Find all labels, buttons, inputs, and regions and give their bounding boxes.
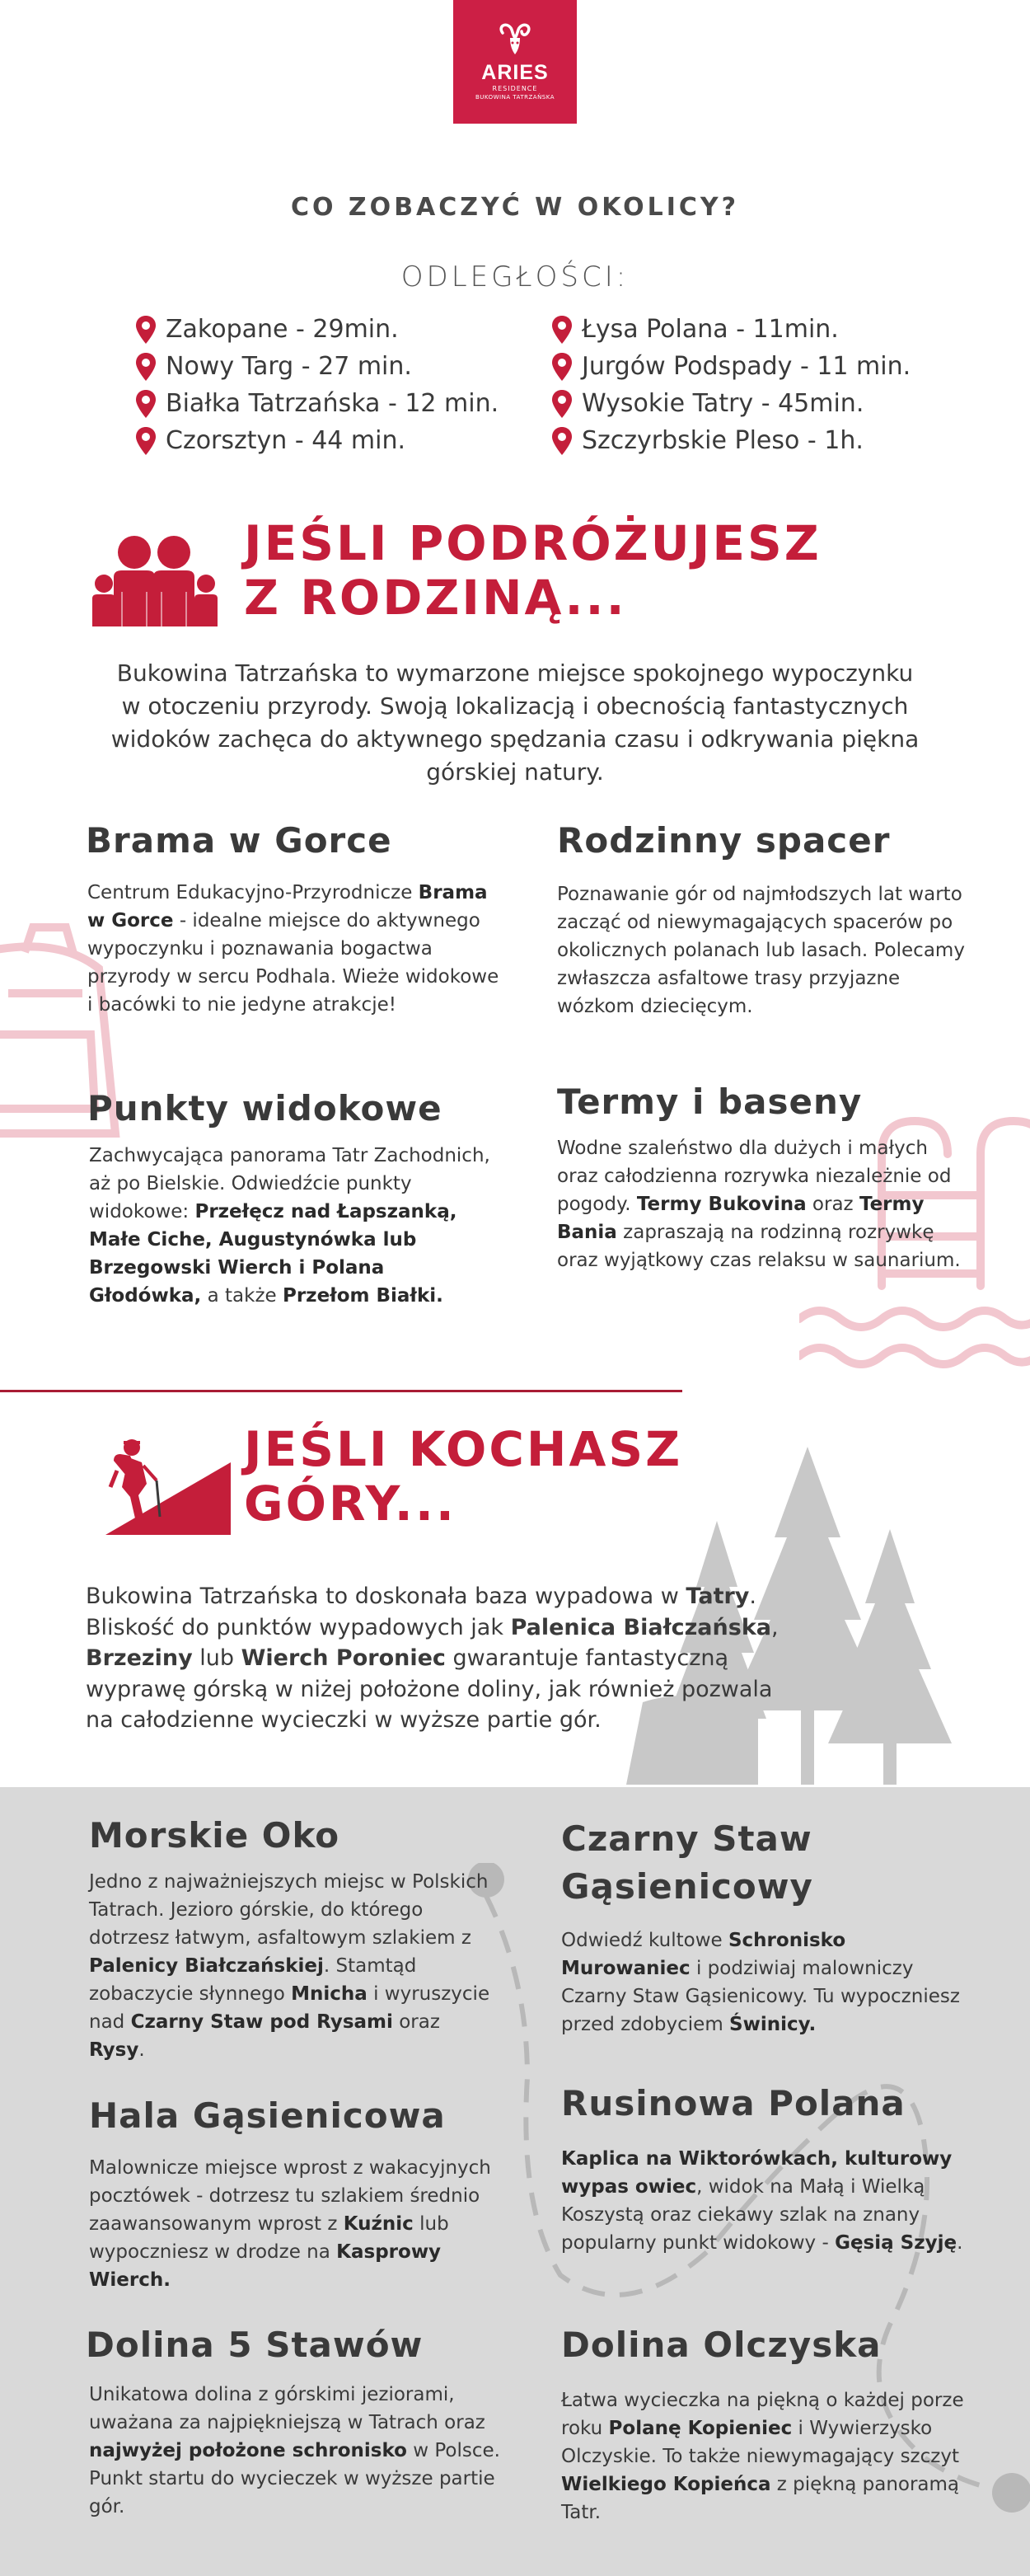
card-text-brama: Centrum Edukacyjno-Przyrodnicze Brama w Gorce - idealne miejsce do aktywnego wypoczynku i poznawania bogactwa przyrody w sercu Podhala. Wieże widokowe i bacówki to nie jedyne atrakcje! <box>87 882 499 1016</box>
card-text-hala: Malownicze miejsce wprost z wakacyjnych pocztówek - dotrzesz tu szlakiem średnio zaawansowanym wprost z Kuźnic lub wypoczniesz w drodze na Kasprowy Wierch. <box>89 2157 491 2291</box>
card-title-spacer: Rodzinny spacer <box>557 820 891 861</box>
distance-item <box>136 422 499 459</box>
logo-subtitle: RESIDENCE <box>492 85 538 92</box>
card-text-spacer: Poznawanie gór od najmłodszych lat warto zacząć od niewymagających spacerów po okolicznych polanach lub lasach. Polecamy zwłaszcza asfaltowe trasy przyjazne wózkom dziecięcym. <box>557 884 965 1017</box>
intro-line: w otoczeniu przyrody. Swoją lokalizacją i obecnością fantastycznych <box>121 692 909 720</box>
distance-text: Wysokie Tatry - 45min. <box>582 389 864 418</box>
card-text-termy: Wodne szaleństwo dla dużych i małych oraz całodzienna rozrywka niezależnie od pogody. Termy Bukovina oraz Termy Bania zapraszają na rodzinną rozrywkę oraz wyjątkowy czas relaksu w saunarium. <box>557 1138 961 1271</box>
card-text-dolina-5: Unikatowa dolina z górskimi jeziorami, uważana za najpiękniejszą w Tatrach oraz najwyżej położone schronisko w Polsce. Punkt startu do wycieczek w wyższe partie gór. <box>89 2384 500 2517</box>
map-pin-icon <box>136 316 156 344</box>
distances-list-left <box>136 311 499 459</box>
distance-text: Jurgów Podspady - 11 min. <box>582 352 911 381</box>
ram-icon <box>494 18 536 59</box>
distance-item <box>552 422 911 459</box>
map-pin-icon <box>552 427 572 455</box>
intro-line: widoków zachęca do aktywnego spędzania czasu i odkrywania piękna <box>110 725 920 753</box>
section-title: CO ZOBACZYĆ W OKOLICY? <box>290 193 740 222</box>
hiker-icon <box>105 1438 231 1537</box>
card-title-czarny-staw: Czarny Staw Gąsienicowy <box>561 1818 813 1907</box>
card-text-czarny-staw: Odwiedź kultowe Schronisko Murowaniec i podziwiaj malowniczy Czarny Staw Gąsienicowy. Tu wypoczniesz przed zdobyciem Świnicy. <box>561 1930 960 2035</box>
card-text-olczyska: Łatwa wycieczka na piękną o każdej porze roku Polanę Kopieniec i Wywierzysko Olczyskie. To także niewymagający szczyt Wielkiego Kopieńca z piękną panoramą Tatr. <box>561 2390 964 2523</box>
family-heading-line1: JEŚLI PODRÓŻUJESZ <box>244 515 822 571</box>
distance-item <box>136 311 499 348</box>
map-pin-icon <box>136 353 156 381</box>
map-pin-icon <box>552 316 572 344</box>
mountains-heading-line2: GÓRY... <box>244 1476 456 1532</box>
map-pin-icon <box>552 390 572 418</box>
card-title-termy: Termy i baseny <box>557 1082 863 1122</box>
map-pin-icon <box>552 353 572 381</box>
card-title-dolina-5: Dolina 5 Stawów <box>86 2325 424 2365</box>
card-title-punkty: Punkty widokowe <box>87 1088 442 1128</box>
distance-item <box>136 348 499 385</box>
logo-name: ARIES <box>481 61 549 84</box>
intro-line: Bukowina Tatrzańska to wymarzone miejsce spokojnego wypoczynku <box>116 659 914 687</box>
distance-text: Zakopane - 29min. <box>166 315 399 344</box>
distance-text: Łysa Polana - 11min. <box>582 315 839 344</box>
mountains-intro: Bukowina Tatrzańska to doskonała baza wypadowa w Tatry. Bliskość do punktów wypadowych jak Palenica Białczańska, Brzeziny lub Wierch Poroniec gwarantuje fantastyczną wyprawę górską w niżej położone doliny, jak również pozwala na całodzienne wycieczki w wyższe partie gór. <box>86 1584 779 1733</box>
distances-list-right <box>552 311 911 459</box>
card-title-rusinowa: Rusinowa Polana <box>561 2083 906 2123</box>
distance-item <box>552 385 911 422</box>
distance-text: Szczyrbskie Pleso - 1h. <box>582 426 864 455</box>
card-text-punkty: Zachwycająca panorama Tatr Zachodnich, aż po Bielskie. Odwiedźcie punkty widokowe: Przełęcz nad Łapszanką, Małe Ciche, Augustynówka lub Brzegowski Wierch i Polana Głodówka, a także Przełom Białki. <box>89 1145 490 1307</box>
family-intro <box>49 657 981 789</box>
family-icon <box>89 534 221 630</box>
mountains-heading-line1: JEŚLI KOCHASZ <box>244 1421 683 1477</box>
logo-location: BUKOWINA TATRZAŃSKA <box>475 94 555 101</box>
distance-item <box>136 385 499 422</box>
map-pin-icon <box>136 427 156 455</box>
map-pin-icon <box>136 390 156 418</box>
aries-logo <box>453 0 577 124</box>
distances-title: ODLEGŁOŚCI: <box>400 260 630 293</box>
card-title-olczyska: Dolina Olczyska <box>561 2325 882 2365</box>
section-divider <box>0 1390 682 1392</box>
card-text-morskie-oko: Jedno z najważniejszych miejsc w Polskich Tatrach. Jezioro górskie, do którego dotrzesz łatwym, asfaltowym szlakiem z Palenicy Białczańskiej. Stamtąd zobaczycie słynnego Mnicha i wyruszycie nad Czarny Staw pod Rysami oraz Rysy. <box>89 1871 490 2061</box>
card-title-morskie-oko: Morskie Oko <box>89 1815 340 1856</box>
family-heading-line2: Z RODZINĄ... <box>244 570 627 626</box>
distance-text: Białka Tatrzańska - 12 min. <box>166 389 499 418</box>
distance-item <box>552 311 911 348</box>
card-title-brama: Brama w Gorce <box>86 820 392 861</box>
intro-line: górskiej natury. <box>426 758 604 786</box>
distance-item <box>552 348 911 385</box>
distance-text: Czorsztyn - 44 min. <box>166 426 406 455</box>
card-text-rusinowa: Kaplica na Wiktorówkach, kulturowy wypas owiec, widok na Małą i Wielką Koszystą oraz ciekawy szlak na znany popularny punkt widokowy - Gęsią Szyję. <box>561 2148 963 2254</box>
distance-text: Nowy Targ - 27 min. <box>166 352 412 381</box>
card-title-hala: Hala Gąsienicowa <box>89 2095 446 2136</box>
